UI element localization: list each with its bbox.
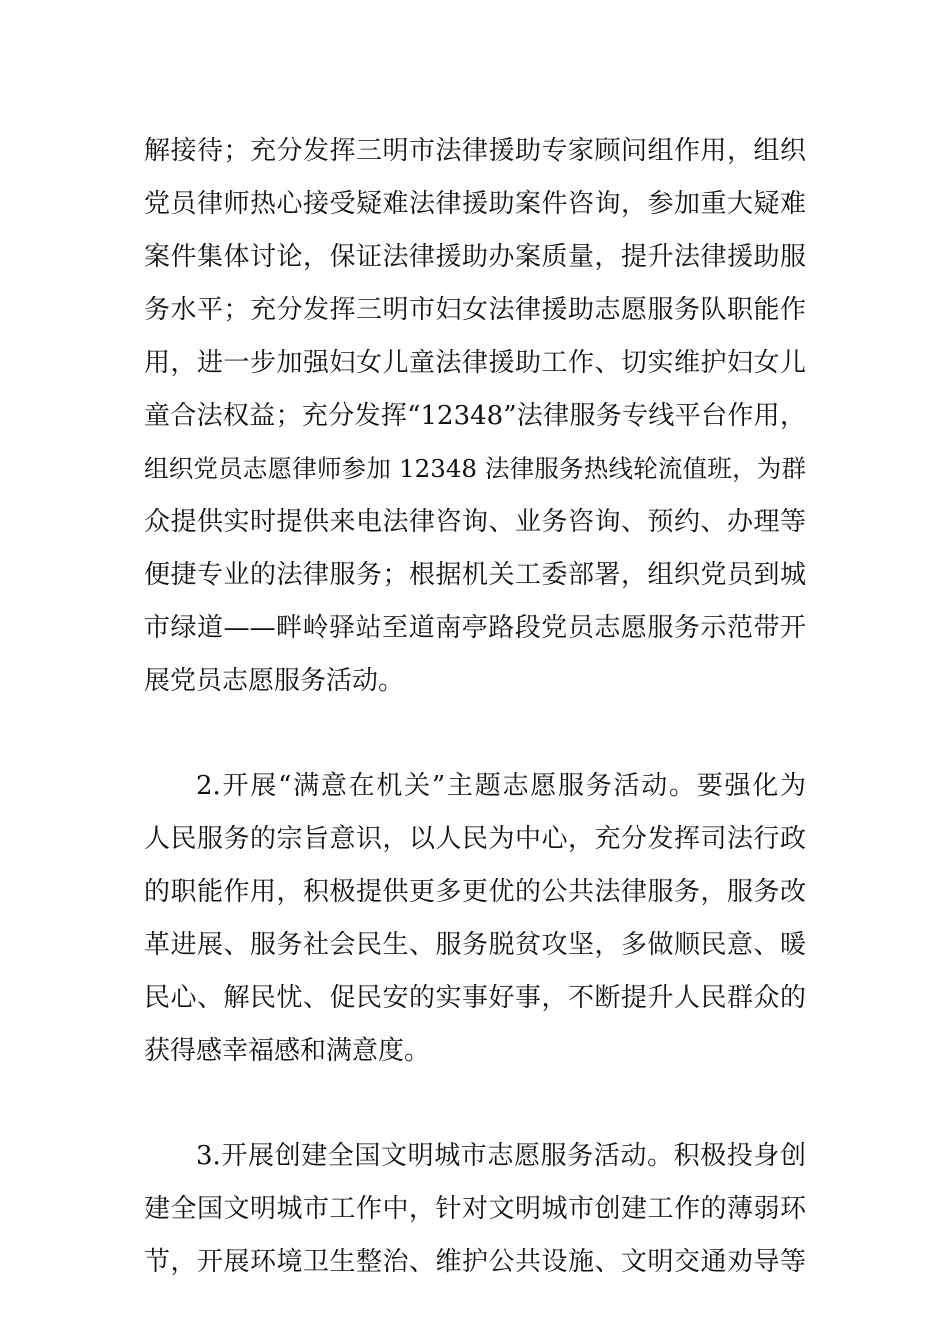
paragraph-line: 案件集体讨论，保证法律援助办案质量，提升法律援助服 <box>144 242 806 272</box>
paragraph-line: 党员律师热心接受疑难法律援助案件咨询，参加重大疑难 <box>144 189 806 219</box>
paragraph-line: 展党员志愿服务活动。 <box>144 666 405 696</box>
paragraph-line: 2.开展“满意在机关”主题志愿服务活动。要强化为 <box>196 771 806 801</box>
paragraph-line: 民心、解民忧、促民安的实事好事，不断提升人民群众的 <box>144 983 806 1013</box>
paragraph-line: 3.开展创建全国文明城市志愿服务活动。积极投身创 <box>196 1141 806 1171</box>
paragraph-line: 组织党员志愿律师参加 12348 法律服务热线轮流值班，为群 <box>144 454 806 483</box>
paragraph-line: 建全国文明城市工作中，针对文明城市创建工作的薄弱环 <box>144 1194 806 1224</box>
paragraph-line: 革进展、服务社会民生、服务脱贫攻坚，多做顺民意、暖 <box>144 930 806 960</box>
paragraph-line: 的职能作用，积极提供更多更优的公共法律服务，服务改 <box>144 877 806 907</box>
paragraph-line: 众提供实时提供来电法律咨询、业务咨询、预约、办理等 <box>144 507 806 537</box>
paragraph-line: 节，开展环境卫生整治、维护公共设施、文明交通劝导等 <box>144 1247 806 1277</box>
paragraph-line: 便捷专业的法律服务；根据机关工委部署，组织党员到城 <box>144 560 806 590</box>
paragraph-line: 务水平；充分发挥三明市妇女法律援助志愿服务队职能作 <box>144 295 806 325</box>
paragraph-line: 用，进一步加强妇女儿童法律援助工作、切实维护妇女儿 <box>144 348 806 378</box>
paragraph-line: 人民服务的宗旨意识，以人民为中心，充分发挥司法行政 <box>144 824 806 854</box>
paragraph-line: 获得感幸福感和满意度。 <box>144 1036 431 1066</box>
paragraph-line: 市绿道——畔岭驿站至道南亭路段党员志愿服务示范带开 <box>144 613 806 643</box>
paragraph-line: 解接待；充分发挥三明市法律援助专家顾问组作用，组织 <box>144 136 806 166</box>
paragraph-line: 童合法权益；充分发挥“12348”法律服务专线平台作用， <box>144 401 806 431</box>
